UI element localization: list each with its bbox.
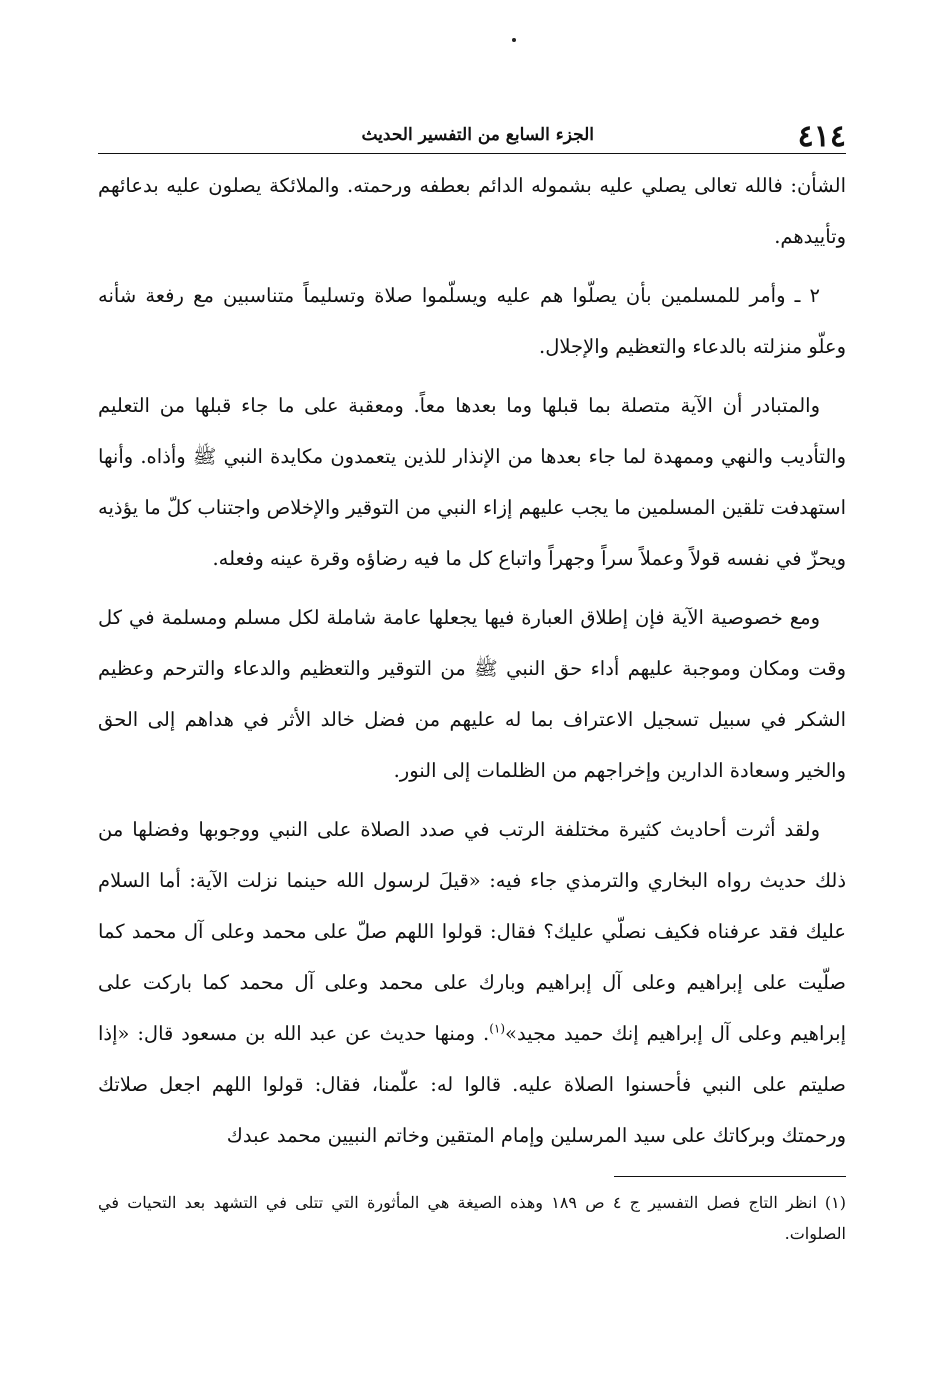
main-text: [98, 160, 846, 1161]
footnote-text: انظر التاج فصل التفسير ج ٤ ص ١٨٩ وهذه الصيغة هي المأثورة التي تتلى في التشهد بعد التحيات في الصلوات.: [98, 1193, 846, 1243]
header-divider: [98, 153, 846, 154]
paragraph-continuation: الشأن: فالله تعالى يصلي عليه بشموله الدائم بعطفه ورحمته. والملائكة يصلون عليه بدعائهم وتأييدهم.: [98, 174, 846, 248]
paragraph-point-two: ٢ ـ وأمر للمسلمين بأن يصلّوا هم عليه ويسلّموا صلاة وتسليماً متناسبين مع رفعة شأنه وعلّو منزلته بالدعاء والتعظيم والإجلال.: [98, 284, 846, 358]
hadith-text-start: ولقد أثرت أحاديث كثيرة مختلفة الرتب في صدد الصلاة على النبي ووجوبها وفضلها من ذلك حديث رواه البخاري والترمذي جاء فيه: «قيلَ لرسول الله حينما نزلت الآية: أما السلام عليك فقد عرفناه فكيف نصلّي عليك؟ فقال: قولوا اللهم صلّ على محمد وعلى آل محمد كما صلّيت على إبراهيم وعلى آل إبراهيم وبارك على محمد وعلى آل محمد كما باركت على إبراهيم وعلى آل إبراهيم إنك حميد مجيد»: [98, 818, 846, 1045]
paragraph-context: والمتبادر أن الآية متصلة بما قبلها وما بعدها معاً. ومعقبة على ما جاء قبلها من التعليم والتأديب والنهي وممهدة لما جاء بعدها من الإنذار للذين يتعمدون مكايدة النبي ﷺ وأذاه. وأنها استهدفت تلقين المسلمين ما يجب عليهم إزاء النبي من التوقير والإخلاص واجتناب كلّ ما يؤذيه ويحزّ في نفسه قولاً وعملاً سراً وجهراً واتباع كل ما فيه رضاؤه وقرة عينه وفعله.: [98, 394, 846, 570]
page-number: ٤١٤: [797, 119, 846, 154]
footnote-reference: (١): [489, 1021, 506, 1036]
paragraph-generality: ومع خصوصية الآية فإن إطلاق العبارة فيها يجعلها عامة شاملة لكل مسلم ومسلمة في كل وقت ومكان وموجبة عليهم أداء حق النبي ﷺ من التوقير والتعظيم والدعاء والترحم وعظيم الشكر في سبيل تسجيل الاعتراف بما له عليهم من فضل خالد الأثر في هداهم إلى الحق والخير وسعادة الدارين وإخراجهم من الظلمات إلى النور.: [98, 606, 846, 782]
page-speck: [512, 38, 516, 42]
footnote: [98, 1187, 846, 1249]
running-title: الجزء السابع من التفسير الحديث: [361, 125, 594, 145]
footnote-divider: [614, 1176, 846, 1177]
paragraph-hadith: [98, 804, 846, 1161]
page-header: [98, 118, 846, 156]
hadith-text-end: . ومنها حديث عن عبد الله بن مسعود قال: «إذا صليتم على النبي فأحسنوا الصلاة عليه. قالوا له: علّمنا، فقال: قولوا اللهم اجعل صلاتك ورحمتك وبركاتك على سيد المرسلين وإمام المتقين وخاتم النبيين محمد عبدك: [98, 1022, 846, 1147]
footnote-marker: (١): [824, 1193, 846, 1212]
